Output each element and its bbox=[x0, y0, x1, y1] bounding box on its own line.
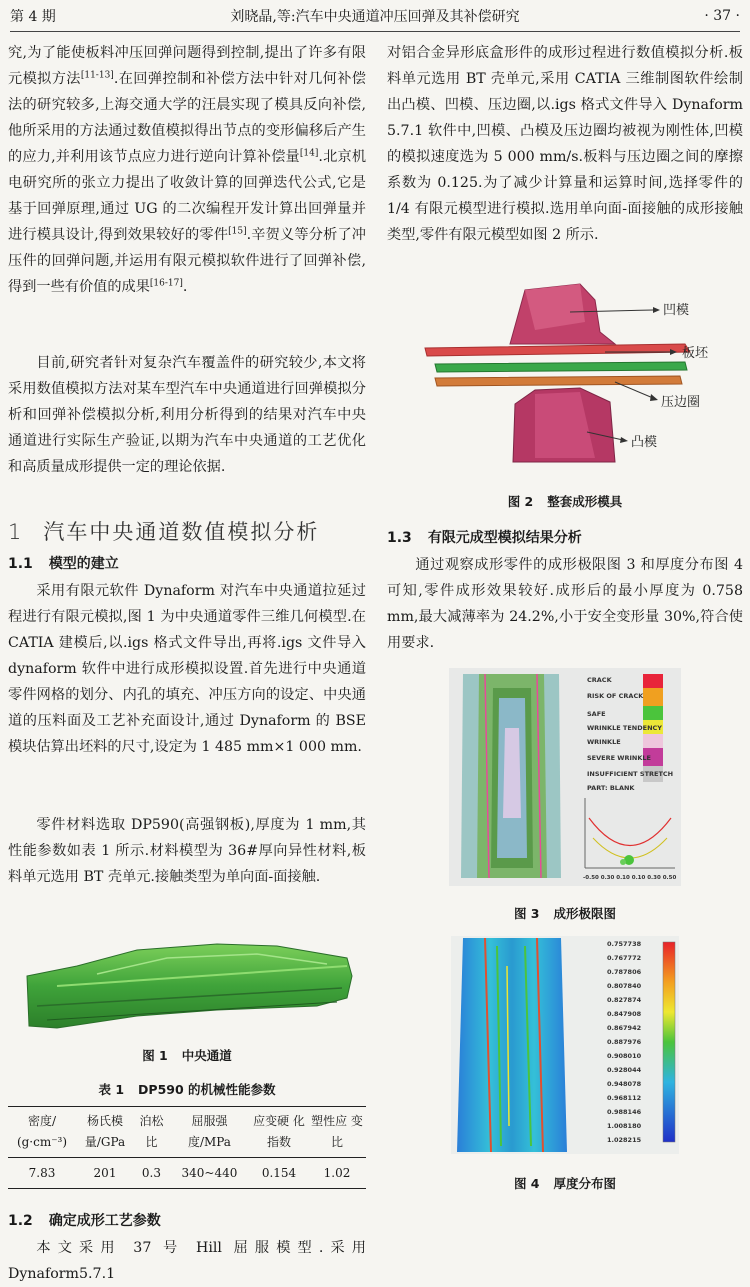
figure-3-caption: 图 3 成形极限图 bbox=[513, 906, 617, 921]
table-cell: 0.3 bbox=[134, 1158, 169, 1189]
results-paragraph: 通过观察成形零件的成形极限图 3 和厚度分布图 4 可知,零件成形效果较好.成形后的最小厚度为 0.758 mm,最大减薄率为 24.2%,小于安全变形量 30%,符合使用要求. bbox=[387, 557, 743, 651]
binder-ring-shape bbox=[435, 376, 682, 386]
thickness-scale-label: 1.008180 bbox=[607, 1122, 642, 1130]
table-header-cell: 屈服强 度/MPa bbox=[169, 1107, 250, 1158]
table-1-caption: 表 1 DP590 的机械性能参数 bbox=[98, 1082, 276, 1097]
legend-risk-of-crack: RISK OF CRACK bbox=[587, 692, 644, 700]
fld-axis-labels: -0.50 0.30 0.10 0.10 0.30 0.50 bbox=[583, 875, 677, 881]
figure-4-caption: 图 4 厚度分布图 bbox=[513, 1176, 617, 1191]
thickness-scale-label: 0.847908 bbox=[607, 1010, 642, 1018]
thickness-scale-label: 0.988146 bbox=[607, 1108, 642, 1116]
figure-2-caption: 图 2 整套成形模具 bbox=[507, 494, 623, 509]
thickness-scale-label: 0.867942 bbox=[607, 1024, 642, 1032]
table-header-cell: 塑性应 变比 bbox=[308, 1107, 366, 1158]
table-cell: 1.02 bbox=[308, 1158, 366, 1189]
thickness-scale-label: 0.887976 bbox=[607, 1038, 642, 1046]
section-1-heading: 1 汽车中央通道数值模拟分析 bbox=[8, 520, 320, 544]
punch-label: 凸模 bbox=[631, 435, 658, 450]
section-1-1-heading: 1.1 模型的建立 bbox=[8, 556, 119, 572]
legend-wrinkle: WRINKLE bbox=[587, 738, 621, 746]
blank-label: 板坯 bbox=[682, 346, 709, 361]
figure-4 bbox=[451, 936, 679, 1154]
table-cell: 340~440 bbox=[169, 1158, 250, 1189]
table-header-cell: 应变硬 化指数 bbox=[250, 1107, 308, 1158]
figure-2 bbox=[395, 282, 735, 478]
thickness-scale-label: 0.767772 bbox=[607, 954, 642, 962]
legend-insufficient-stretch: INSUFFICIENT STRETCH bbox=[587, 770, 674, 778]
table-cell: 0.154 bbox=[250, 1158, 308, 1189]
thickness-scale-label: 0.948078 bbox=[607, 1080, 642, 1088]
legend-safe: SAFE bbox=[587, 710, 606, 718]
thickness-scale-label: 0.827874 bbox=[607, 996, 642, 1004]
thickness-scale-label: 0.908010 bbox=[607, 1052, 642, 1060]
central-tunnel-model-image bbox=[17, 936, 357, 1032]
process-paragraph: 本文采用 37 号 Hill 屈服模型.采用 Dynaform5.7.1 bbox=[8, 1240, 366, 1282]
table-cell: 201 bbox=[76, 1158, 134, 1189]
figure-1 bbox=[17, 936, 357, 1032]
binder-label: 压边圈 bbox=[661, 395, 701, 410]
material-properties-table bbox=[8, 1106, 366, 1189]
legend-wrinkle-tendency: WRINKLE TENDENCY bbox=[587, 724, 662, 732]
figure-1-caption: 图 1 中央通道 bbox=[142, 1048, 232, 1063]
running-title: 刘晓晶,等:汽车中央通道冲压回弹及其补偿研究 bbox=[230, 8, 520, 25]
intro-paragraph: 究,为了能使板料冲压回弹问题得到控制,提出了许多有限元模拟方法[11-13].在回弹控制和补偿方法中针对几何补偿法的研究较多,上海交通大学的汪晨实现了模具反向补偿,他所采用的方法通过数值模拟得出节点的变形偏移后产生的应力,并利用该节点应力进行逆向计算补偿量[14].北京机电研究所的张立力提出了收敛计算的回弹迭代公式,它是基于回弹原理,通过 UG 的二次编程开发计算出回弹量并进行模具设计,得到效果较好的零件[15].辛贺义等分析了冲压件的回弹问题,并运用有限元模拟软件进行了回弹补偿,得到一些有价值的成果[16-17]. bbox=[8, 45, 367, 295]
section-1-2-heading: 1.2 确定成形工艺参数 bbox=[8, 1213, 161, 1229]
left-column bbox=[8, 40, 366, 1287]
page-number: · 37 · bbox=[704, 7, 740, 24]
thickness-scale-label: 0.928044 bbox=[607, 1066, 642, 1074]
legend-severe-wrinkle: SEVERE WRINKLE bbox=[587, 754, 651, 762]
thickness-scale-label: 0.968112 bbox=[607, 1094, 642, 1102]
thickness-scale-label: 0.787806 bbox=[607, 968, 642, 976]
right-column bbox=[387, 40, 743, 1192]
table-header-cell: 密度/ (g·cm⁻³) bbox=[8, 1107, 76, 1158]
thickness-scale-label: 0.757738 bbox=[607, 940, 642, 948]
section-1-3-heading: 1.3 有限元成型模拟结果分析 bbox=[387, 530, 582, 546]
model-paragraph: 采用有限元软件 Dynaform 对汽车中央通道拉延过程进行有限元模拟,图 1 为中央通道零件三维几何模型.在 CATIA 建模后,以.igs 格式文件导出,再将.igs 文件导入 dynaform 软件中进行成形模拟设置.首先进行中央通道零件网格的划分、内孔的填充、冲压方向的设定、中央通道的压料面及工艺补充面设计,通过 Dynaform 的 BSE 模块估算出坯料的尺寸,设定为 1 485 mm×1 000 mm. bbox=[8, 583, 366, 755]
issue-number: 第 4 期 bbox=[10, 8, 56, 25]
upper-die-label: 凹模 bbox=[663, 303, 690, 318]
forming-limit-diagram-image bbox=[449, 668, 681, 886]
table-header-cell: 泊松比 bbox=[134, 1107, 169, 1158]
material-paragraph: 零件材料选取 DP590(高强钢板),厚度为 1 mm,其性能参数如表 1 所示.材料模型为 36#厚向异性材料,板料单元选用 BT 壳单元.接触类型为单向面-面接触. bbox=[8, 817, 366, 885]
page-header bbox=[10, 0, 740, 32]
thickness-scale-label: 0.807840 bbox=[607, 982, 642, 990]
thickness-scale-label: 1.028215 bbox=[607, 1136, 642, 1144]
thickness-distribution-image bbox=[451, 936, 679, 1154]
table-row bbox=[8, 1158, 366, 1189]
figure-3 bbox=[449, 668, 681, 886]
part-label: PART: BLANK bbox=[587, 784, 635, 792]
blank-sheet-shape bbox=[435, 362, 687, 372]
table-header-cell: 杨氏模 量/GPa bbox=[76, 1107, 134, 1158]
legend-crack: CRACK bbox=[587, 676, 612, 684]
research-paragraph: 目前,研究者针对复杂汽车覆盖件的研究较少,本文将采用数值模拟方法对某车型汽车中央通道进行回弹模拟分析和回弹补偿模拟分析,利用分析得到的结果对汽车中央通道进行实际生产验证,以期为汽车中央通道的工艺优化和高质量成形提供一定的理论依据. bbox=[8, 355, 366, 475]
forming-die-assembly-image bbox=[395, 282, 735, 478]
table-cell: 7.83 bbox=[8, 1158, 76, 1189]
blank-plate-shape bbox=[425, 344, 690, 356]
simulation-paragraph: 对铝合金异形底盒形件的成形过程进行数值模拟分析.板料单元选用 BT 壳单元,采用 CATIA 三维制图软件绘制出凸模、凹模、压边圈,以.igs 格式文件导入 Dynaform 5.7.1 软件中,凹模、凸模及压边圈均被视为刚性体,凹模的模拟速度选为 5 000 mm/s.板料与压边圈之间的摩擦系数为 0.125.为了减少计算量和运算时间,选择零件的 1/4 有限元模型进行模拟.选用单向面-面接触的成形接触类型,零件有限元模型如图 2 所示. bbox=[387, 45, 743, 243]
